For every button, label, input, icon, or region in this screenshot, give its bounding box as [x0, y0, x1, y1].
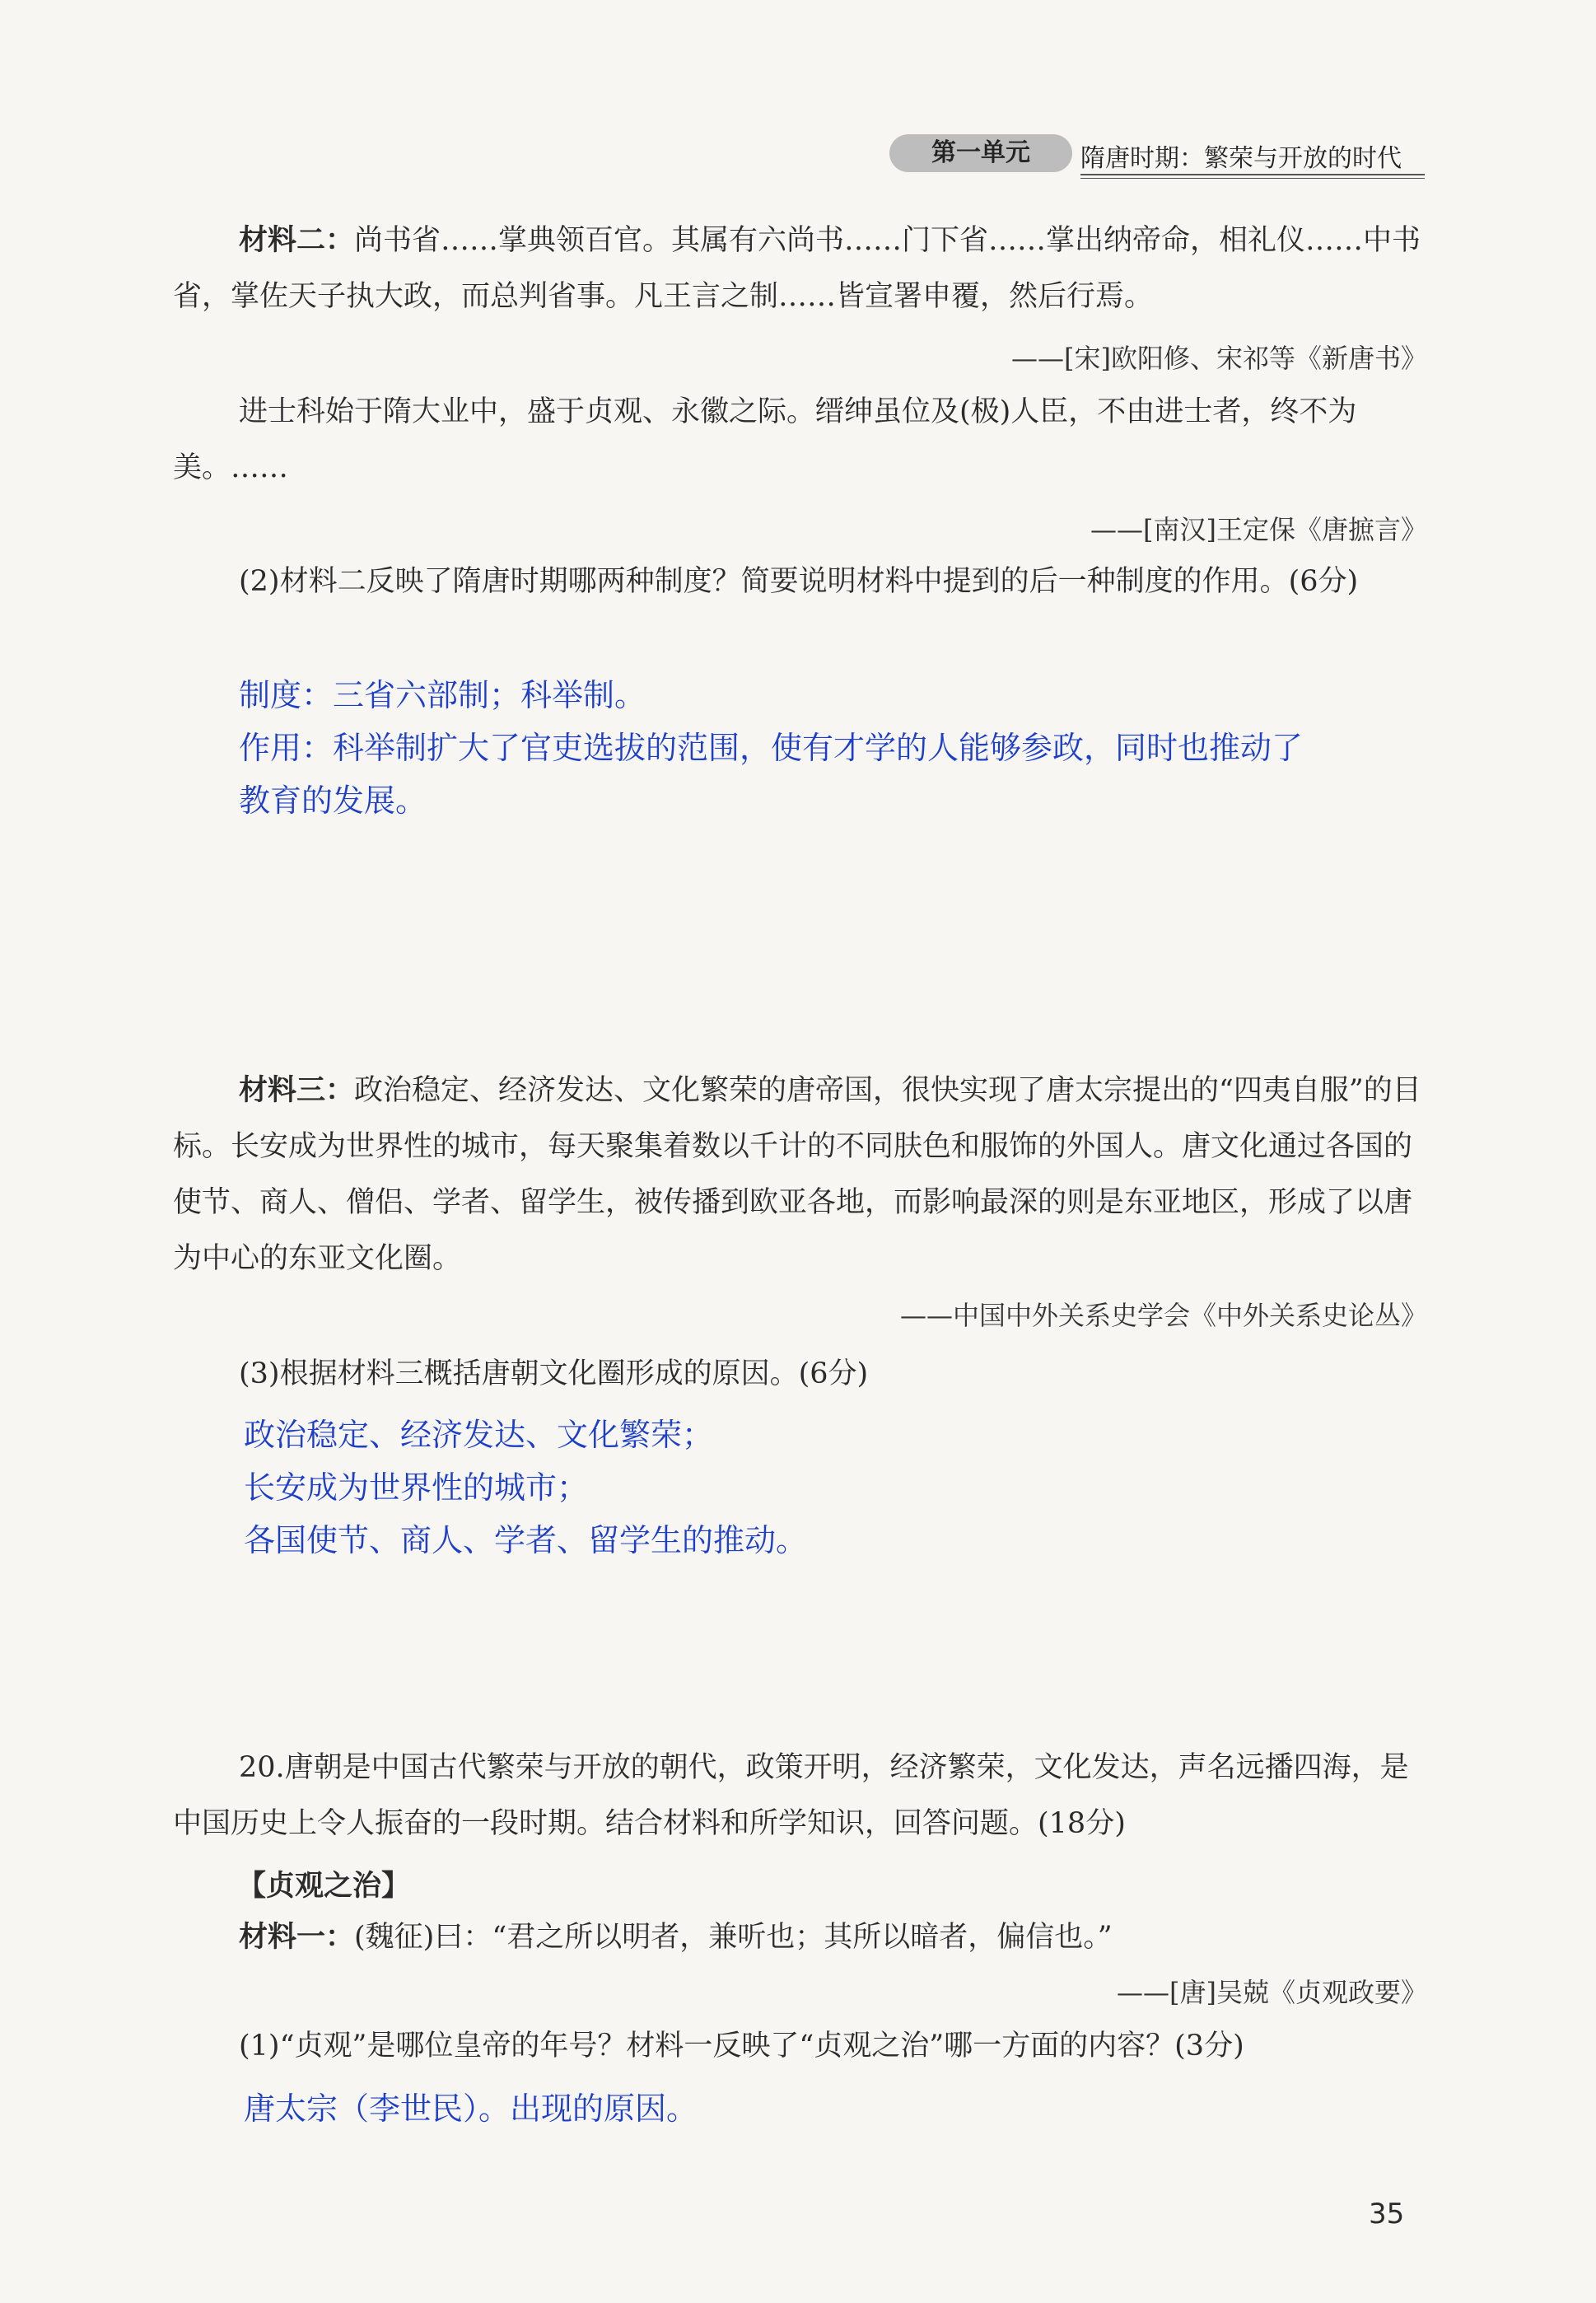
header-rule [1080, 174, 1425, 175]
header-rule-thin [1080, 178, 1425, 179]
question-20-material-1 [173, 1909, 1429, 1965]
material-2 [173, 213, 1429, 325]
material-2-label: 材料二： [239, 224, 355, 257]
material-3-text: 政治稳定、经济发达、文化繁荣的唐帝国，很快实现了唐太宗提出的“四夷自服”的目标。长安成为世界性的城市，每天聚集着数以千计的不同肤色和服饰的外国人。唐文化通过各国的使节、商人、僧侣、学者、留学生，被传播到欧亚各地，而影响最深的则是东亚地区，形成了以唐为中心的东亚文化圈。 [173, 1074, 1421, 1275]
question-3: (3)根据材料三概括唐朝文化圈形成的原因。(6分) [239, 1357, 869, 1390]
material-2-source: ——[宋]欧阳修、宋祁等《新唐书》 [1011, 343, 1427, 374]
answer-3-line-1: 政治稳定、经济发达、文化繁荣； [244, 1417, 714, 1453]
material-3-label: 材料三： [239, 1074, 355, 1107]
question-20-1: (1)“贞观”是哪位皇帝的年号？材料一反映了“贞观之治”哪一方面的内容？(3分) [239, 2030, 1244, 2062]
material-2-text2: 进士科始于隋大业中，盛于贞观、永徽之际。缙绅虽位及(极)人臣，不由进士者，终不为美。…… [173, 395, 1357, 484]
unit-label: 第一单元 [889, 134, 1072, 172]
answer-2-line-2: 作用：科举制扩大了官吏选拔的范围，使有才学的人能够参政，同时也推动了 [239, 730, 1304, 766]
unit-title: 隋唐时期：繁荣与开放的时代 [1080, 144, 1402, 173]
question-20: 20.唐朝是中国古代繁荣与开放的朝代，政策开明，经济繁荣，文化发达，声名远播四海，是中国历史上令人振奋的一段时期。结合材料和所学知识，回答问题。(18分) [173, 1751, 1409, 1840]
answer-3-line-3: 各国使节、商人、学者、留学生的推动。 [244, 1522, 808, 1558]
page-number: 35 [1369, 2198, 1405, 2231]
answer-2 [239, 669, 1458, 827]
unit-header [889, 128, 1425, 177]
material-2-text: 尚书省……掌典领百官。其属有六尚书……门下省……掌出纳帝命，相礼仪……中书省，掌佐天子执大政，而总判省事。凡王言之制……皆宣署申覆，然后行焉。 [173, 224, 1421, 313]
answer-20-1 [244, 2082, 1463, 2135]
answer-3-line-2: 长安成为世界性的城市； [244, 1469, 589, 1506]
material-1-source: ——[唐]吴兢《贞观政要》 [1117, 1977, 1427, 2008]
material-1-text: (魏征)曰：“君之所以明者，兼听也；其所以暗者，偏信也。” [354, 1921, 1113, 1954]
material-1-label: 材料一： [239, 1921, 355, 1954]
answer-2-line-1: 制度：三省六部制；科举制。 [239, 677, 646, 713]
material-2-source2: ——[南汉]王定保《唐摭言》 [1090, 514, 1427, 545]
material-3 [173, 1063, 1429, 1287]
material-3-source: ——中国中外关系史学会《中外关系史论丛》 [899, 1300, 1427, 1331]
question-2: (2)材料二反映了隋唐时期哪两种制度？简要说明材料中提到的后一种制度的作用。(6分) [239, 565, 1359, 598]
answer-2-line-3: 教育的发展。 [239, 782, 427, 819]
section-title-zhenguan: 【贞观之治】 [237, 1870, 411, 1903]
answer-3 [244, 1408, 1463, 1567]
answer-20-1-line: 唐太宗（李世民）。出现的原因。 [244, 2090, 698, 2127]
